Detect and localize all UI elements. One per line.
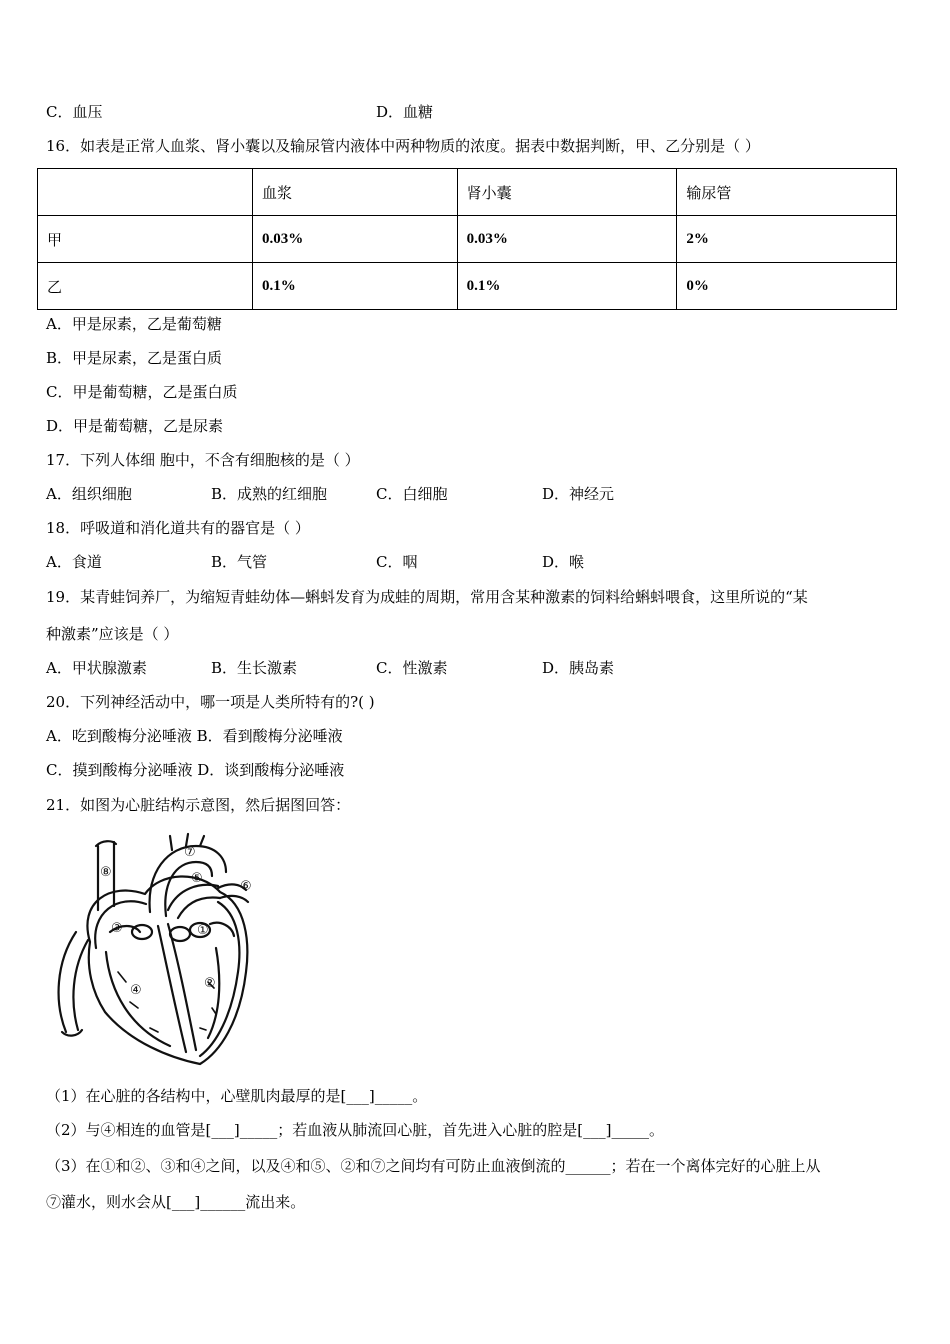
q16-stem: 16．如表是正常人血浆、肾小囊以及输尿管内液体中两种物质的浓度。据表中数据判断，甲、乙分别是（ ） xyxy=(46,137,760,155)
q18-option-b: B．气管 xyxy=(211,553,268,571)
q21-sub3-line1: （3）在①和②、③和④之间，以及④和⑤、②和⑦之间均有可防止血液倒流的______；若在一个离体完好的心脏上从 xyxy=(46,1157,821,1175)
q16-option-a: A．甲是尿素，乙是葡萄糖 xyxy=(46,315,222,333)
table-header-cell: 肾小囊 xyxy=(457,169,677,216)
table-cell: 0.03% xyxy=(457,216,677,263)
table-header-cell xyxy=(38,169,253,216)
q19-option-d: D．胰岛素 xyxy=(542,659,615,677)
q19-stem-line2: 种激素”应该是（ ） xyxy=(46,625,179,643)
q15-option-d: D．血糖 xyxy=(376,103,434,121)
table-row-label: 乙 xyxy=(38,263,253,310)
q16-table xyxy=(37,168,897,310)
q17-option-b: B．成熟的红细胞 xyxy=(211,485,328,503)
q17-option-c: C．白细胞 xyxy=(376,485,448,503)
table-cell: 0.03% xyxy=(253,216,458,263)
q18-option-a: A．食道 xyxy=(46,553,102,571)
table-cell: 0.1% xyxy=(253,263,458,310)
table-row-label: 甲 xyxy=(38,216,253,263)
q15-option-c: C．血压 xyxy=(46,103,103,121)
label-4: ④ xyxy=(130,983,142,998)
label-3: ③ xyxy=(111,921,123,936)
label-5: ⑤ xyxy=(191,871,203,886)
label-2: ② xyxy=(204,976,216,991)
q16-option-d: D．甲是葡萄糖，乙是尿素 xyxy=(46,417,224,435)
q16-option-b: B．甲是尿素，乙是蛋白质 xyxy=(46,349,223,367)
q21-sub2: （2）与④相连的血管是[___]_____；若血液从肺流回心脏，首先进入心脏的腔是[___]_____。 xyxy=(46,1121,664,1139)
q20-stem: 20．下列神经活动中，哪一项是人类所特有的?( ) xyxy=(46,693,375,711)
table-cell: 0% xyxy=(677,263,897,310)
q18-option-d: D．喉 xyxy=(542,553,585,571)
table-cell: 0.1% xyxy=(457,263,677,310)
q20-options-line1: A．吃到酸梅分泌唾液 B．看到酸梅分泌唾液 xyxy=(46,727,343,745)
q17-option-d: D．神经元 xyxy=(542,485,615,503)
table-header-cell: 血浆 xyxy=(253,169,458,216)
table-row xyxy=(38,263,897,310)
q19-stem-line1: 19．某青蛙饲养厂，为缩短青蛙幼体—蝌蚪发育为成蛙的周期，常用含某种激素的饲料给蝌蚪喂食，这里所说的“某 xyxy=(46,588,808,606)
table-cell: 2% xyxy=(677,216,897,263)
table-header-row xyxy=(38,169,897,216)
heart-structure-diagram xyxy=(50,832,265,1072)
q21-stem: 21．如图为心脏结构示意图，然后据图回答： xyxy=(46,796,351,814)
q19-option-b: B．生长激素 xyxy=(211,659,298,677)
label-6: ⑥ xyxy=(240,879,252,894)
q17-option-a: A．组织细胞 xyxy=(46,485,132,503)
q20-options-line2: C．摸到酸梅分泌唾液 D．谈到酸梅分泌唾液 xyxy=(46,761,345,779)
q19-option-c: C．性激素 xyxy=(376,659,448,677)
q16-option-c: C．甲是葡萄糖，乙是蛋白质 xyxy=(46,383,238,401)
q19-option-a: A．甲状腺激素 xyxy=(46,659,147,677)
q17-stem: 17．下列人体细 胞中，不含有细胞核的是（ ） xyxy=(46,451,360,469)
q18-option-c: C．咽 xyxy=(376,553,418,571)
label-8: ⑧ xyxy=(100,865,112,880)
table-header-cell: 输尿管 xyxy=(677,169,897,216)
q21-sub3-line2: ⑦灌水，则水会从[___]______流出来。 xyxy=(46,1193,306,1211)
q21-sub1: （1）在心脏的各结构中，心壁肌肉最厚的是[___]_____。 xyxy=(46,1087,428,1105)
label-7: ⑦ xyxy=(184,845,196,860)
label-1: ① xyxy=(197,923,209,938)
q18-stem: 18．呼吸道和消化道共有的器官是（ ） xyxy=(46,519,310,537)
table-row xyxy=(38,216,897,263)
